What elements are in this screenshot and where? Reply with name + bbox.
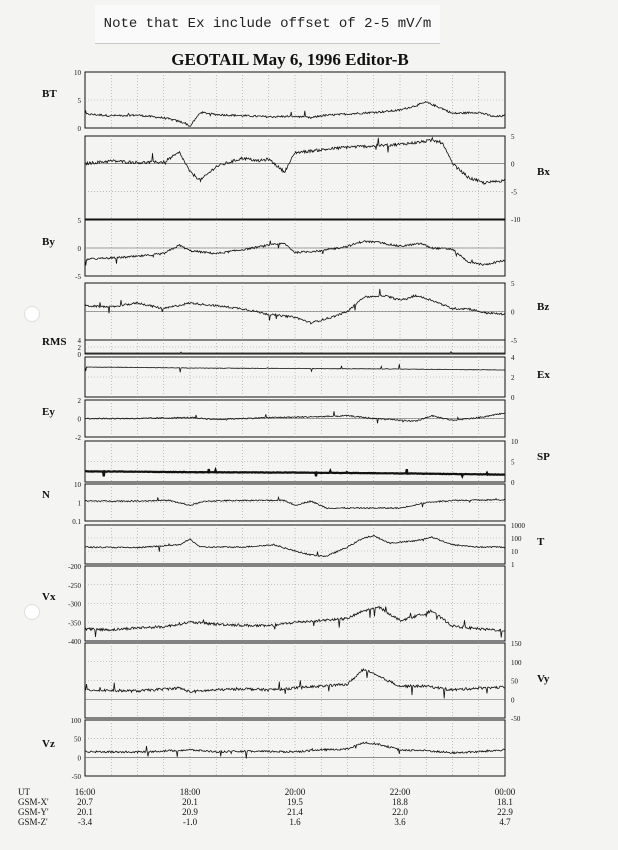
tick-label-vy: 100 (511, 658, 522, 667)
tick-label-bz: -5 (511, 337, 517, 345)
panel-label-vy: Vy (537, 673, 550, 685)
tick-label-vy: 50 (511, 677, 518, 686)
tick-label-bx: -5 (511, 188, 517, 197)
tick-label-vx: -400 (68, 638, 81, 646)
tick-label-t: 1000 (511, 522, 525, 530)
tick-label-sp: 0 (511, 479, 515, 487)
panel-label-ex: Ex (537, 369, 550, 381)
ephemeris-value: 3.6 (394, 817, 406, 827)
ephemeris-value: 20.7 (77, 797, 93, 807)
tick-label-ey: 2 (77, 397, 81, 405)
ephemeris-value: 22.0 (392, 807, 408, 817)
tick-label-vz: 100 (70, 717, 81, 725)
offset-note: Note that Ex include offset of 2-5 mV/m (95, 5, 440, 44)
tick-label-by: 5 (77, 217, 81, 225)
x-tick-label: 22:00 (389, 787, 411, 797)
tick-label-t: 100 (511, 535, 522, 543)
tick-label-vz: -50 (71, 773, 81, 781)
panel-label-sp: SP (537, 451, 550, 463)
tick-label-sp: 5 (511, 458, 515, 467)
panel-label-n: N (42, 489, 50, 501)
x-axis-label: UT (18, 787, 30, 797)
tick-label-vy: 150 (511, 640, 522, 648)
tick-label-rms: 4 (77, 337, 81, 345)
tick-label-ex: 0 (511, 394, 515, 402)
panel-label-bt: BT (42, 88, 57, 100)
tick-label-t: 10 (511, 548, 518, 556)
tick-label-ex: 2 (511, 374, 515, 382)
series-line-bz (85, 289, 505, 324)
tick-label-n: 10 (74, 481, 81, 489)
tick-label-bx: -10 (511, 216, 521, 224)
tick-label-rms: 2 (77, 344, 81, 352)
tick-label-bx: 0 (511, 160, 515, 169)
ephemeris-value: 19.5 (287, 797, 303, 807)
tick-label-bt: 0 (77, 125, 81, 133)
x-tick-label: 00:00 (494, 787, 516, 797)
ephemeris-label: GSM-Y' (18, 807, 49, 817)
tick-label-by: 0 (77, 245, 81, 253)
ephemeris-value: 21.4 (287, 807, 303, 817)
tick-label-vy: 0 (511, 696, 515, 705)
tick-label-vz: 50 (74, 735, 81, 744)
tick-label-vy: -50 (511, 715, 521, 723)
ephemeris-value: 4.7 (499, 817, 511, 827)
ephemeris-value: -3.4 (77, 817, 93, 827)
panel-label-vx: Vx (42, 591, 56, 603)
tick-label-vx: -200 (68, 563, 81, 571)
ephemeris-value: 20.1 (77, 807, 93, 817)
panel-label-by: By (42, 236, 55, 248)
tick-label-bz: 5 (511, 280, 515, 288)
tick-label-bt: 10 (74, 69, 81, 77)
tick-label-bz: 0 (511, 308, 515, 317)
panel-label-t: T (537, 536, 545, 548)
ephemeris-value: 20.1 (182, 797, 198, 807)
tick-label-t: 1 (511, 561, 515, 569)
chart-title: GEOTAIL May 6, 1996 Editor-B (171, 50, 409, 69)
ephemeris-value: 18.1 (497, 797, 513, 807)
ephemeris-label: GSM-X' (18, 797, 49, 807)
tick-label-rms: 0 (77, 351, 81, 359)
ephemeris-value: 22.9 (497, 807, 513, 817)
series-line-sp (85, 469, 505, 476)
x-tick-label: 20:00 (284, 787, 306, 797)
ephemeris-value: 1.6 (289, 817, 301, 827)
tick-label-vz: 0 (77, 754, 81, 763)
tick-label-ey: -2 (75, 434, 81, 442)
panel-label-ey: Ey (42, 406, 55, 418)
series-line-ex (85, 364, 505, 372)
tick-label-bt: 5 (77, 97, 81, 105)
ephemeris-value: -1.0 (182, 817, 198, 827)
x-tick-label: 16:00 (74, 787, 96, 797)
tick-label-bx: 5 (511, 133, 515, 141)
tick-label-vx: -300 (68, 600, 81, 609)
series-line-t (85, 535, 505, 556)
panel-label-bz: Bz (537, 301, 550, 313)
ephemeris-label: GSM-Z' (18, 817, 48, 827)
tick-label-by: -5 (75, 273, 81, 281)
tick-label-ey: 0 (77, 415, 81, 424)
panel-label-bx: Bx (537, 166, 550, 178)
x-tick-label: 18:00 (179, 787, 201, 797)
tick-label-vx: -250 (68, 581, 81, 590)
ephemeris-value: 20.9 (182, 807, 198, 817)
ephemeris-value: 18.8 (392, 797, 408, 807)
tick-label-n: 1 (77, 499, 81, 508)
tick-label-sp: 10 (511, 438, 518, 446)
tick-label-vx: -350 (68, 619, 81, 628)
tick-label-n: 0.1 (72, 518, 81, 526)
tick-label-ex: 4 (511, 354, 515, 362)
panel-label-rms: RMS (42, 336, 67, 348)
panel-label-vz: Vz (42, 738, 55, 750)
